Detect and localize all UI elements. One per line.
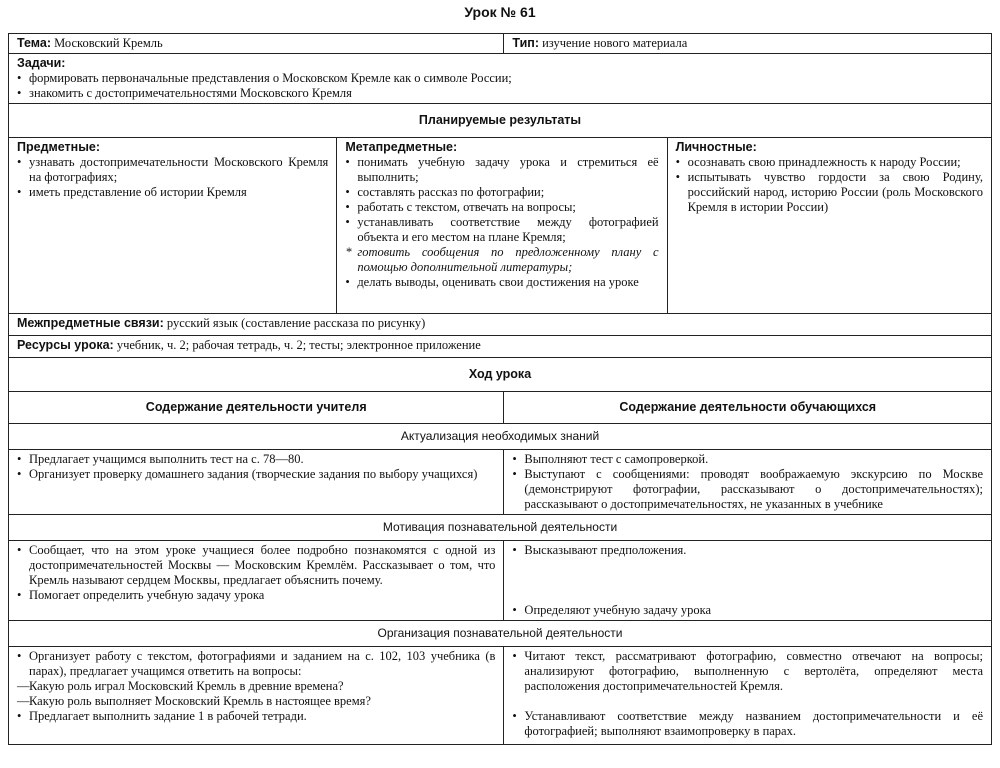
- task-item: • формировать первоначальные представления о Московском Кремле как о символе России;: [17, 71, 983, 86]
- result-item: • устанавливать соответствие между фотографией объекта и его местом на плане Кремля;: [345, 215, 658, 245]
- result-item: • испытывать чувство гордости за свою Родину, российский народ, историю России (роль Московского Кремля в истории России): [676, 170, 983, 215]
- activity-item: • Организует работу с текстом, фотографиями и заданием на с. 102, 103 учебника (в парах), предлагает учащимся ответить на вопросы:: [17, 649, 495, 679]
- activity-item: • Помогает определить учебную задачу урока: [17, 588, 495, 603]
- question-item: — Какую роль играл Московский Кремль в древние времена?: [17, 679, 495, 694]
- activity-item: • Организует проверку домашнего задания (творческие задания по выбору учащихся): [17, 467, 495, 482]
- activity-item: • Устанавливают соответствие между названием достопримечательности и её фотографией; выполняют взаимопроверку в парах.: [512, 709, 983, 739]
- meta-results-title: Метапредметные:: [345, 140, 458, 154]
- activity-item: • Предлагает учащимся выполнить тест на с. 78—80.: [17, 452, 495, 467]
- topic-value: Московский Кремль: [54, 36, 163, 50]
- result-item: * готовить сообщения по предложенному плану с помощью дополнительной литературы;: [345, 245, 658, 275]
- resources-value: учебник, ч. 2; рабочая тетрадь, ч. 2; тесты; электронное приложение: [116, 338, 481, 352]
- teacher-activity-cell: [9, 541, 504, 621]
- type-label: Тип:: [512, 36, 539, 50]
- stage-title: Актуализация необходимых знаний: [9, 424, 992, 450]
- result-item: • осознавать свою принадлежность к народу России;: [676, 155, 983, 170]
- result-item: • иметь представление об истории Кремля: [17, 185, 328, 200]
- result-item: • узнавать достопримечательности Московского Кремля на фотографиях;: [17, 155, 328, 185]
- planned-results-title: Планируемые результаты: [9, 104, 992, 138]
- activity-item: • Выступают с сообщениями: проводят воображаемую экскурсию по Москве (демонстрируют фотографии, рассказывают о достопримечательностях); рассказывают о достопримечательностях, не указанных в учебнике: [512, 467, 983, 512]
- teacher-activity-cell: [9, 647, 504, 745]
- topic-label: Тема:: [17, 36, 51, 50]
- interdisciplinary-value: русский язык (составление рассказа по рисунку): [166, 316, 426, 330]
- activity-item: • Сообщает, что на этом уроке учащиеся более подробно познакомятся с одной из достопримечательностей Москвы — Московским Кремлём. Рассказывает о том, что Кремль называют сердцем Москвы, предлагает объяснить почему.: [17, 543, 495, 588]
- activity-item: • Предлагает выполнить задание 1 в рабочей тетради.: [17, 709, 495, 724]
- lesson-title: Урок № 61: [464, 4, 536, 20]
- resources-cell: [9, 336, 992, 358]
- topic-cell: [9, 34, 504, 54]
- personal-results-title: Личностные:: [675, 140, 757, 154]
- students-activity-cell: [504, 647, 992, 745]
- result-item: • работать с текстом, отвечать на вопросы;: [345, 200, 658, 215]
- result-item: • понимать учебную задачу урока и стремиться её выполнить;: [345, 155, 658, 185]
- question-item: — Какую роль выполняет Московский Кремль в настоящее время?: [17, 694, 495, 709]
- teacher-column-header: Содержание деятельности учителя: [9, 392, 504, 424]
- course-title: Ход урока: [9, 358, 992, 392]
- activity-item: • Определяют учебную задачу урока: [512, 603, 983, 618]
- teacher-activity-cell: [9, 450, 504, 515]
- interdisciplinary-label: Межпредметные связи:: [17, 316, 164, 330]
- result-item: • делать выводы, оценивать свои достижения на уроке: [345, 275, 658, 290]
- students-activity-cell: [504, 450, 992, 515]
- activity-item: • Выполняют тест с самопроверкой.: [512, 452, 983, 467]
- tasks-label: Задачи:: [17, 56, 66, 70]
- meta-results-cell: [337, 138, 667, 314]
- lesson-plan-table: [8, 33, 992, 745]
- personal-results-cell: [667, 138, 991, 314]
- interdisciplinary-cell: [9, 314, 992, 336]
- result-item: • составлять рассказ по фотографии;: [345, 185, 658, 200]
- stage-title: Мотивация познавательной деятельности: [9, 515, 992, 541]
- students-activity-cell: [504, 541, 992, 621]
- subject-results-title: Предметные:: [17, 140, 101, 154]
- resources-label: Ресурсы урока:: [17, 338, 114, 352]
- students-column-header: Содержание деятельности обучающихся: [504, 392, 992, 424]
- activity-item: • Высказывают предположения.: [512, 543, 983, 558]
- activity-item: • Читают текст, рассматривают фотографию, совместно отвечают на вопросы; анализируют фотографию, выполненную с вертолёта, определяют места расположения достопримечательностей Кремля.: [512, 649, 983, 694]
- subject-results-cell: [9, 138, 337, 314]
- stage-title: Организация познавательной деятельности: [9, 621, 992, 647]
- task-item: • знакомить с достопримечательностями Московского Кремля: [17, 86, 983, 101]
- tasks-cell: [9, 54, 992, 104]
- type-value: изучение нового материала: [542, 36, 688, 50]
- type-cell: [504, 34, 992, 54]
